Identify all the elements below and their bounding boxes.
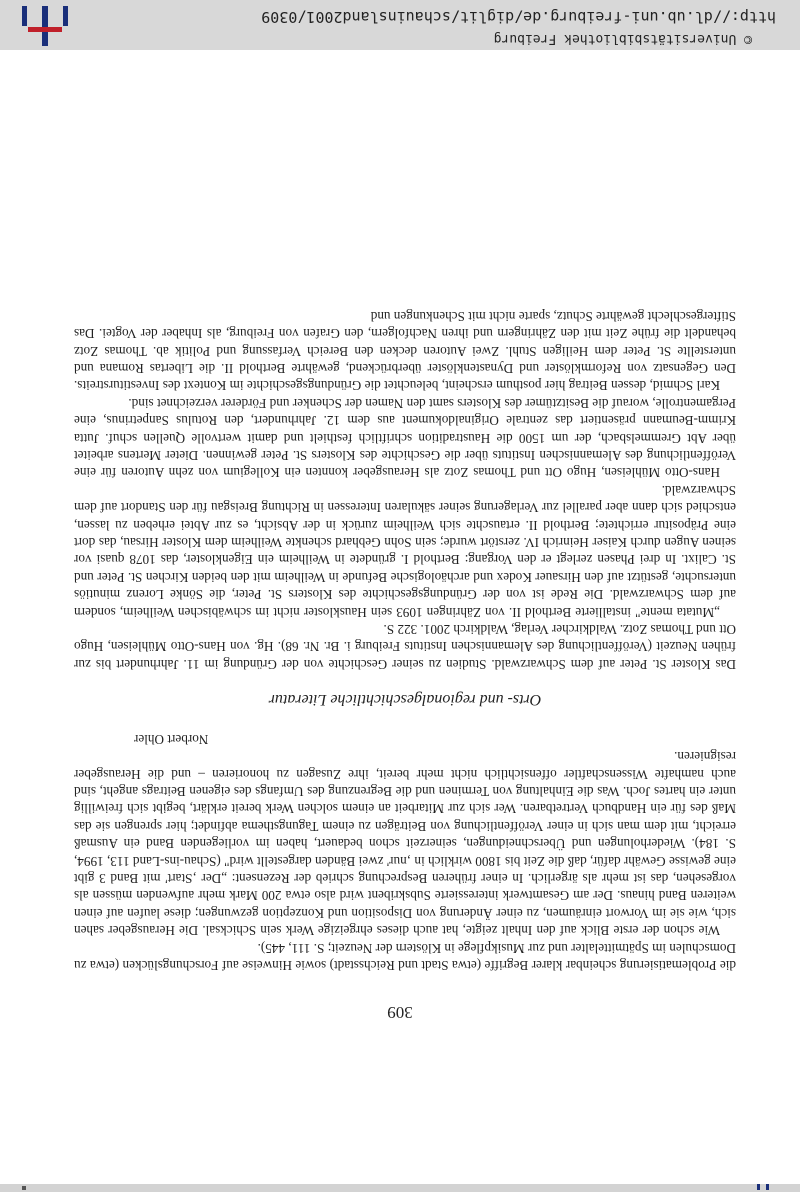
page-body (74, 307, 736, 974)
library-header (0, 0, 800, 50)
continuation-paragraph: die Problematisierung scheinbar klarer Begriffe (etwa Stadt und Reichsstadt) sowie Hinweise auf Forschungslücken (etwa zu Domschulen im Spätmittelalter und zur Musikpflege in Klöstern der Neuzeit; S. 111, 445). (74, 940, 736, 973)
page-number: 309 (387, 1003, 413, 1022)
copyright-text: © Universitätsbibliothek Freiburg (493, 31, 752, 46)
library-logo-icon (20, 6, 70, 46)
review-paragraph-3: Karl Schmid, dessen Beitrag hier posthum erscheint, beleuchtet die Gründungsgeschichte im Kontext des Investiturstreits. Den Gegensatz von Reformklöster und Dynastenklöster überbrückend, gewährte Berthold II. die Libertas Romana und unterstellte St. Peter dem Heiligen Stuhl. Zwei Autoren decken den Bereich Verfassung und Politik ab. Thomas Zotz behandelt die frühe Zeit mit den Zähringern und ihren Nachfolgern, den Grafen von Freiburg, als Inhaber der Vogtei. Das Stiftergeschlecht gewährte Schutz, sparte nicht mit Schenkungen und (74, 308, 736, 394)
section-title: Orts- und regionalgeschichtliche Literatur (268, 691, 542, 709)
book-bibliography: Das Kloster St. Peter auf dem Schwarzwald. Studien zu seiner Geschichte von der Gründung im 11. Jahrhundert bis zur frühen Neuzeit (Veröffentlichung des Alemannischen Instituts Freiburg i. Br. Nr. 68). Hg. von Hans-Otto Mühleisen, Hugo Ott und Thomas Zotz. Waldkircher Verlag, Waldkirch 2001. 322 S. (74, 622, 736, 672)
review-paragraph-2: Hans-Otto Mühleisen, Hugo Ott und Thomas Zotz als Herausgeber konnten ein Kollegium von zehn Autoren für eine Veröffentlichung des Alemannischen Instituts über die Geschichte des Klosters St. Peter gewinnen. Dieter Mertens arbeitet über Abt Gremmelsbach, der um 1500 die Haustradition schriftlich festhielt und damit wertvolle Quellen schuf. Jutta Krimm-Beumann präsentiert das zentrale Originaldokument aus dem 12. Jahrhundert, den Rotulus Sanpetrinus, eine Pergamentrolle, worauf die Besitztümer des Klosters samt den Namen der Schenker und Förderer verzeichnet sind. (74, 395, 736, 481)
footer-marker (22, 1186, 26, 1190)
review-paragraph-1: „Mutata mente" installierte Berthold II. von Zähringen 1093 sein Hauskloster nicht im schwäbischen Weilheim, sondern auf dem Schwarzwald. Die Rede ist von der Gründungsgeschichte des Klosters St. Peter, die Sönke Lorenz minutiös untersuchte, gestützt auf den Hirsauer Kodex und archäologische Befunde in Weilheim mit den beiden Kirchen St. Peter und St. Calixt. In drei Phasen zerlegt er den Vorgang: Berthold I. gründete in Weilheim ein Eigenkloster, das 1078 quasi vor seinen Augen durch Kaiser Heinrich IV. zerstört wurde; sein Sohn Gebhard schenkte Weilheim dem Kloster Hirsau, das dort eine Präpositur errichtete; Berthold II. ertauschte sich Weilheim zurück in der Absicht, es zur Abtei erheben zu lassen, entschied sich dann aber parallel zur Verlagerung seiner säkularen Interessen in Richtung Breisgau für den Standort auf dem Schwarzwald. (74, 482, 736, 620)
mini-logo-icon (754, 1184, 772, 1192)
signature-line (74, 730, 736, 747)
review-paragraph: Wie schon der erste Blick auf den Inhalt zeigte, hat auch dieses ehrgeizige Werk sein Schicksal. Die Herausgeber sahen sich, wie sie im Vorwort einräumen, zu einer Änderung von Disposition und Konzeption gezwungen; diese laufen auf einen weiteren Band hinaus. Der am Gesamtwerk interessierte Subskribent wird also etwa 200 Mark mehr aufwenden müssen als vorgesehen, das ist mehr als ärgerlich. In einer früheren Besprechung schrieb der Rezensent: „Der ‚Start' mit Band 3 gibt eine gewisse Gewähr dafür, daß die Zeit bis 1800 wirklich in ‚nur' zwei Bänden dargestellt wird" (Schau-ins-Land 113, 1994, S. 184). Wiederholungen und Überschneidungen, seinerzeit schon bedauert, haben im vorliegenden Band ein Ausmaß erreicht, mit dem man sich in einer Veröffentlichung von Beiträgen zu einem Tagungsthema abfindet; hier sprengen sie das Maß des für ein Handbuch Vertretbaren. Wer sich zur Mitarbeit an einem solchen Werk bereit erklärt, begibt sich freiwillig unter ein hartes Joch. Was die Einhaltung von Terminen und die Begrenzung des Umfangs des eigenen Beitrags angeht, sind auch namhafte Wissenschaftler offensichtlich nicht mehr bereit, ihre Zusagen zu honorieren – und die Herausgeber resignieren. (74, 749, 736, 939)
document-url-link[interactable]: http://dl.ub.uni-freiburg.de/diglit/schauinsland2001/0309 (261, 8, 776, 26)
reviewer-name: Norbert Ohler (134, 731, 209, 747)
footer-strip (0, 1184, 800, 1192)
